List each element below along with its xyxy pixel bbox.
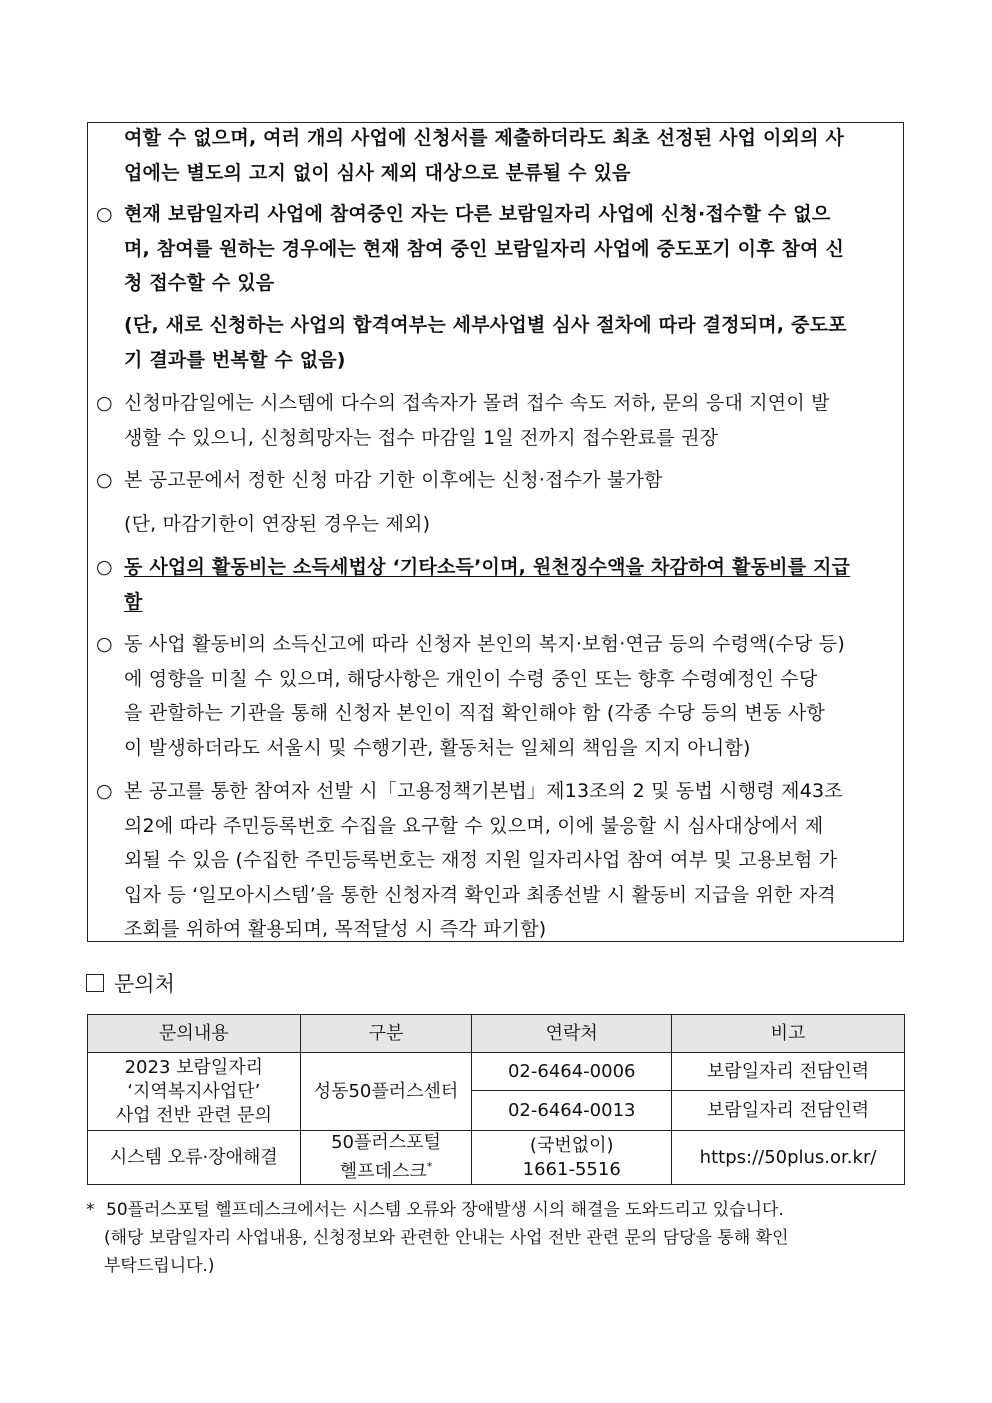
table-header: 연락처 xyxy=(472,1015,672,1053)
phone-cell: 02-6464-0013 xyxy=(472,1091,672,1131)
notice-line: 여할 수 없으며, 여러 개의 사업에 신청서를 제출하더라도 최초 선정된 사업 이외의 사 xyxy=(124,127,845,149)
table-row xyxy=(88,1053,905,1091)
topic-line: 2023 보람일자리 xyxy=(124,1056,264,1078)
table-row xyxy=(88,1131,905,1185)
phone-cell xyxy=(472,1131,672,1185)
notice-line: 입자 등 ‘일모아시스템’을 통한 신청자격 확인과 최종선발 시 활동비 지급을 위한 자격 xyxy=(124,883,836,906)
topic-cell: 시스템 오류·장애해결 xyxy=(88,1131,301,1185)
notice-line: 조회를 위하여 활용되며, 목적달성 시 즉각 파기함) xyxy=(124,918,547,940)
notice-line: 을 관할하는 기관을 통해 신청자 본인이 직접 확인해야 함 (각종 수당 등의 변동 사항 xyxy=(124,702,826,724)
circle-bullet-icon: ○ xyxy=(96,469,113,491)
notice-paragraph-resident-number xyxy=(96,774,896,947)
note-cell: 보람일자리 전담인력 xyxy=(672,1053,905,1091)
footnote-line: 50플러스포털 헬프데스크에서는 시스템 오류와 장애발생 시의 해결을 도와드리고 있습니다. xyxy=(106,1200,784,1220)
table-header-row xyxy=(88,1015,905,1053)
contact-section-heading xyxy=(86,968,175,998)
footnote-mark: * xyxy=(86,1200,95,1220)
notice-line: (단, 마감기한이 연장된 경우는 제외) xyxy=(124,512,431,535)
notice-line: 동 사업 활동비의 소득신고에 따라 신청자 본인의 복지·보험·연금 등의 수령액(수당 등) xyxy=(124,633,845,655)
notice-line: 청 접수할 수 있음 xyxy=(124,272,275,294)
circle-bullet-icon: ○ xyxy=(96,633,113,655)
footnote xyxy=(86,1196,908,1280)
notice-line: 의2에 따라 주민등록번호 수집을 요구할 수 있으며, 이에 불응할 시 심사대상에서 제 xyxy=(124,814,824,837)
phone-cell: 02-6464-0006 xyxy=(472,1053,672,1091)
notice-line: 이 발생하더라도 서울시 및 수행기관, 활동처는 일체의 책임을 지지 아니함) xyxy=(124,736,751,759)
division-cell: 성동50플러스센터 xyxy=(300,1053,472,1131)
table-header: 비고 xyxy=(672,1015,905,1053)
division-line: 50플러스포털 xyxy=(331,1132,441,1153)
notice-paragraph-current-participants xyxy=(96,197,896,301)
circle-bullet-icon: ○ xyxy=(96,780,113,802)
notice-paragraph-exception xyxy=(96,308,896,377)
notice-paragraph-tax xyxy=(96,627,896,765)
notice-line: 신청마감일에는 시스템에 다수의 접속자가 몰려 접수 속도 저하, 문의 응대 지연이 발 xyxy=(124,392,830,414)
circle-bullet-icon: ○ xyxy=(96,203,113,225)
notice-line: 본 공고문에서 정한 신청 마감 기한 이후에는 신청·접수가 불가함 xyxy=(124,469,663,491)
phone-line: (국번없이) xyxy=(529,1134,614,1156)
table-header: 문의내용 xyxy=(88,1015,301,1053)
topic-cell xyxy=(88,1053,301,1131)
topic-line: ‘지역복지사업단’ xyxy=(127,1080,261,1102)
contact-table xyxy=(87,1014,905,1185)
notice-line: 생할 수 있으니, 신청희망자는 접수 마감일 1일 전까지 접수완료를 권장 xyxy=(124,426,719,449)
notice-line: 함 xyxy=(124,590,143,613)
notice-paragraph-income xyxy=(96,550,896,619)
notice-paragraph-deadline-load xyxy=(96,386,896,455)
table-header: 구분 xyxy=(300,1015,472,1053)
note-cell: 보람일자리 전담인력 xyxy=(672,1091,905,1131)
topic-line: 사업 전반 관련 문의 xyxy=(115,1104,272,1126)
circle-bullet-icon: ○ xyxy=(96,392,113,414)
division-line: 헬프데스크 xyxy=(339,1161,427,1182)
notice-line: 동 사업의 활동비는 소득세법상 ‘기타소득’이며, 원천징수액을 차감하여 활동비를 지급 xyxy=(124,556,851,578)
footnote-mark: * xyxy=(426,1160,433,1173)
notice-line: 며, 참여를 원하는 경우에는 현재 참여 중인 보람일자리 사업에 중도포기 이후 참여 신 xyxy=(124,237,845,260)
notice-line: 에 영향을 미칠 수 있으며, 해당사항은 개인이 수령 중인 또는 향후 수령예정인 수당 xyxy=(124,667,818,690)
footnote-line: 부탁드립니다.) xyxy=(104,1256,215,1276)
notice-line: (단, 새로 신청하는 사업의 합격여부는 세부사업별 심사 절차에 따라 결정되며, 중도포 xyxy=(124,314,847,336)
footnote-line: (해당 보람일자리 사업내용, 신청정보와 관련한 안내는 사업 전반 관련 문의 담당을 통해 확인 xyxy=(104,1228,789,1248)
contact-section-title: 문의처 xyxy=(114,972,175,996)
notice-line: 현재 보람일자리 사업에 참여중인 자는 다른 보람일자리 사업에 신청·접수할 수 없으 xyxy=(124,203,831,225)
notice-paragraph-deadline xyxy=(96,463,896,541)
square-bullet-icon xyxy=(86,974,104,992)
notice-line: 본 공고를 통한 참여자 선발 시「고용정책기본법」제13조의 2 및 동법 시행령 제43조 xyxy=(124,780,843,802)
website-cell: https://50plus.or.kr/ xyxy=(672,1131,905,1185)
phone-line: 1661-5516 xyxy=(522,1158,621,1180)
notice-paragraph-continued xyxy=(96,121,896,190)
notice-line: 외될 수 있음 (수집한 주민등록번호는 재정 지원 일자리사업 참여 여부 및 고용보험 가 xyxy=(124,849,838,871)
notice-line: 업에는 별도의 고지 없이 심사 제외 대상으로 분류될 수 있음 xyxy=(124,161,631,184)
notice-line: 기 결과를 번복할 수 없음) xyxy=(124,348,346,371)
circle-bullet-icon: ○ xyxy=(96,556,113,578)
division-cell xyxy=(300,1131,472,1185)
